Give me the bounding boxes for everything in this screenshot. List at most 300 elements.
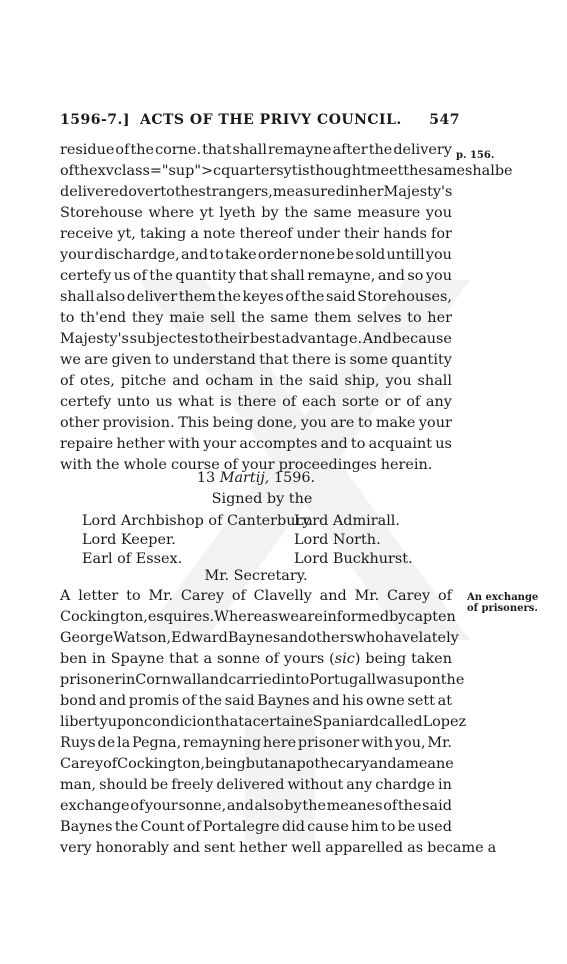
word: letter — [78, 588, 119, 604]
word: Watson, — [113, 630, 172, 646]
word: said — [325, 289, 356, 305]
word: who — [353, 630, 385, 646]
word: apothecary — [287, 756, 370, 772]
word: by — [284, 798, 302, 814]
word: at — [437, 693, 452, 709]
word: to — [350, 436, 366, 452]
word: meet — [366, 163, 404, 179]
word: some — [349, 352, 388, 368]
text-line — [60, 371, 452, 392]
word: same — [426, 163, 465, 179]
word: measure — [357, 205, 421, 221]
word: of — [132, 268, 147, 284]
signer: Lord Archbishop of Canterbury. — [82, 513, 314, 529]
word: And — [362, 331, 392, 347]
word: and — [201, 672, 229, 688]
word: th'end — [80, 310, 127, 326]
word: here — [262, 735, 297, 751]
word: of — [103, 756, 118, 772]
word: that — [202, 142, 232, 158]
word: the — [302, 798, 326, 814]
signers-list — [82, 512, 452, 569]
word: said — [422, 798, 452, 814]
word: said — [224, 693, 255, 709]
word: a — [487, 840, 497, 856]
word: that — [169, 651, 199, 667]
word: the — [114, 819, 139, 835]
word: in — [91, 651, 106, 667]
word: should — [99, 777, 148, 793]
word: shall — [417, 373, 452, 389]
text-line — [60, 838, 497, 859]
word: us — [113, 268, 131, 284]
word: de — [97, 735, 116, 751]
word: esquires. — [147, 609, 215, 625]
word: to — [154, 352, 170, 368]
word: honorably — [95, 840, 169, 856]
word: none — [299, 247, 336, 263]
word: prisoner — [297, 735, 360, 751]
word: Majesty's — [60, 331, 129, 347]
word: and — [226, 798, 254, 814]
word: you — [425, 205, 452, 221]
word: that — [214, 714, 244, 730]
word: her — [358, 184, 384, 200]
word: to — [209, 247, 224, 263]
word: are — [330, 415, 355, 431]
word: owne — [366, 693, 405, 709]
word: course — [170, 457, 220, 473]
word: A — [60, 588, 71, 604]
word: yt — [199, 205, 214, 221]
word: the — [300, 289, 325, 305]
text-line — [60, 224, 452, 245]
word: Ruys — [60, 735, 96, 751]
word: as — [407, 840, 424, 856]
word: Mr. — [148, 588, 174, 604]
word: have — [384, 630, 419, 646]
word: Lopez — [422, 714, 467, 730]
word: capten — [406, 609, 456, 625]
word: sold — [355, 247, 386, 263]
word: where — [148, 205, 194, 221]
word: being — [204, 756, 246, 772]
word: hether — [116, 436, 165, 452]
word: also — [254, 798, 284, 814]
word: Portalegre — [202, 819, 280, 835]
word: Cockington, — [117, 756, 205, 772]
word: understand — [172, 352, 256, 368]
word: of — [60, 163, 74, 179]
word: cause — [307, 819, 349, 835]
margin-note-page-ref: p. 156. — [456, 150, 495, 161]
word: meanes — [326, 798, 383, 814]
word: or — [384, 394, 401, 410]
word: thought — [309, 163, 367, 179]
word: subjectes — [129, 331, 199, 347]
word: prisoner — [60, 672, 122, 688]
word: the — [95, 457, 120, 473]
word: la — [116, 735, 131, 751]
word: you — [385, 373, 412, 389]
word: same — [270, 310, 309, 326]
word: chardge — [375, 777, 436, 793]
word: of — [130, 798, 145, 814]
text-line — [60, 308, 452, 329]
text-line — [60, 775, 452, 796]
word: George — [60, 630, 114, 646]
word: to — [126, 588, 141, 604]
word: of — [282, 394, 297, 410]
word: under — [296, 226, 340, 242]
text-line — [60, 287, 452, 308]
word: an — [270, 756, 288, 772]
text-line — [60, 266, 452, 287]
word: the — [403, 163, 427, 179]
text-line — [60, 586, 452, 607]
word: a — [243, 714, 253, 730]
word: became — [427, 840, 484, 856]
word: after — [332, 142, 368, 158]
word: Pegna, — [131, 735, 182, 751]
word: exchange — [60, 798, 130, 814]
word: deliver — [126, 289, 178, 305]
word: Storehouses, — [357, 289, 452, 305]
word: of — [223, 457, 238, 473]
word: is — [219, 394, 232, 410]
word: measured — [272, 184, 345, 200]
word: to — [60, 310, 75, 326]
word: your — [418, 415, 452, 431]
word: be — [150, 777, 169, 793]
word: condicion — [144, 714, 215, 730]
word: each — [301, 394, 337, 410]
word: Mr. — [427, 735, 452, 751]
word: sorte — [341, 394, 380, 410]
word: take — [225, 247, 257, 263]
word: the — [241, 310, 265, 326]
word: over — [128, 184, 161, 200]
text-line — [60, 607, 456, 628]
word: of — [60, 373, 74, 389]
word: sell — [210, 310, 236, 326]
word: but — [245, 756, 271, 772]
word: yt, — [117, 226, 136, 242]
word: is — [334, 352, 347, 368]
word: the — [74, 163, 98, 179]
header-title: ACTS OF THE PRIVY COUNCIL. — [140, 112, 402, 128]
word: whole — [123, 457, 167, 473]
word: a — [396, 756, 406, 772]
word: certefy — [60, 394, 112, 410]
word: and — [369, 756, 397, 772]
word: called — [379, 714, 423, 730]
word: shall — [60, 289, 95, 305]
word: of — [181, 693, 196, 709]
word: order — [257, 247, 299, 263]
word: Majesty's — [383, 184, 453, 200]
margin-note-exchange: An exchange of prisoners. — [467, 592, 539, 614]
word: her — [427, 310, 452, 326]
word: are — [84, 352, 109, 368]
word: and — [320, 436, 348, 452]
text-line — [60, 392, 452, 413]
word: Carey — [180, 588, 224, 604]
word: Mr. — [354, 588, 380, 604]
word: of — [186, 819, 201, 835]
word: you — [300, 415, 327, 431]
text-line — [60, 796, 452, 817]
word: freely — [171, 777, 214, 793]
word: quantity — [175, 268, 236, 284]
text-line — [60, 712, 467, 733]
word: with — [60, 457, 92, 473]
word: your — [241, 457, 275, 473]
word: what — [178, 394, 214, 410]
word: Carey — [60, 756, 104, 772]
word: receive — [60, 226, 114, 242]
word: (sic) — [329, 651, 361, 667]
word: herein. — [380, 457, 433, 473]
word: and — [377, 268, 405, 284]
word: with — [361, 735, 394, 751]
word: of — [383, 798, 398, 814]
word: us — [155, 394, 173, 410]
word: certefy — [60, 268, 112, 284]
word: the — [149, 268, 173, 284]
word: provision. — [102, 415, 175, 431]
word: well — [291, 840, 322, 856]
word: said — [308, 373, 339, 389]
word: other — [60, 415, 100, 431]
word: sett — [407, 693, 435, 709]
word: you — [425, 268, 452, 284]
word: quantity — [391, 352, 452, 368]
header-date-range: 1596-7.] — [60, 112, 131, 128]
word: ocham — [205, 373, 254, 389]
word: and — [312, 693, 340, 709]
word: man, — [60, 777, 97, 793]
word: delivery — [393, 142, 452, 158]
running-header — [60, 112, 460, 134]
word: acquaint — [368, 436, 432, 452]
word: them — [178, 289, 216, 305]
word: that — [238, 268, 268, 284]
word: Baynes — [60, 819, 113, 835]
word: in — [344, 184, 359, 200]
text-line — [60, 691, 452, 712]
text-line — [60, 413, 452, 434]
word: accomptes — [239, 436, 318, 452]
header-page-number: 547 — [429, 112, 460, 128]
word: of — [115, 142, 130, 158]
word: being — [365, 651, 407, 667]
signer: Lord North. — [294, 532, 381, 548]
word: Whereas — [214, 609, 279, 625]
text-line — [60, 434, 452, 455]
word: the — [284, 205, 308, 221]
word: sent — [204, 840, 235, 856]
word: a — [203, 651, 213, 667]
word: meane — [405, 756, 454, 772]
word: there — [237, 394, 277, 410]
word: to — [199, 331, 214, 347]
word: Carey — [387, 588, 431, 604]
word: the — [174, 184, 199, 200]
word: in — [121, 672, 136, 688]
secretary-line: Mr. Secretary. — [204, 568, 308, 584]
word: the — [368, 142, 393, 158]
text-line — [60, 140, 452, 161]
word: repaire — [60, 436, 114, 452]
word: otes, — [79, 373, 115, 389]
word: yt — [283, 163, 298, 179]
word: Baynes — [257, 693, 310, 709]
word: make — [375, 415, 416, 431]
word: Spaniard — [312, 714, 379, 730]
signed-by-line: Signed by the — [211, 491, 313, 507]
word: shall — [232, 142, 267, 158]
word: also — [95, 289, 126, 305]
word: in — [438, 777, 452, 793]
text-line — [60, 161, 513, 182]
word: your — [144, 798, 178, 814]
word: so — [407, 268, 424, 284]
word: is — [297, 163, 310, 179]
word: be — [336, 247, 355, 263]
word: ship, — [344, 373, 380, 389]
word: for — [431, 226, 452, 242]
paragraph-2 — [60, 586, 497, 859]
word: used — [417, 819, 452, 835]
word: best — [249, 331, 281, 347]
word: class="sup">c — [113, 163, 222, 179]
word: taking — [140, 226, 187, 242]
word: certaine — [252, 714, 313, 730]
word: the — [279, 373, 303, 389]
word: and — [172, 840, 200, 856]
word: hands — [383, 226, 427, 242]
text-line — [60, 754, 452, 775]
word: be — [397, 819, 416, 835]
word: without — [287, 777, 344, 793]
word: sonne — [217, 651, 261, 667]
word: done, — [256, 415, 298, 431]
text-line — [60, 329, 452, 350]
text-line — [60, 350, 452, 371]
word: strangers, — [198, 184, 273, 200]
word: delivered — [216, 777, 285, 793]
word: bond — [60, 693, 97, 709]
text-line — [60, 245, 452, 266]
word: and — [319, 588, 347, 604]
word: of — [437, 588, 452, 604]
word: and — [99, 693, 127, 709]
word: a — [190, 226, 199, 242]
word: same — [313, 205, 352, 221]
word: and — [181, 247, 209, 263]
signer-row — [82, 512, 452, 531]
word: This — [178, 415, 210, 431]
word: maie — [169, 310, 205, 326]
word: xv — [97, 163, 114, 179]
word: them — [314, 310, 352, 326]
word: of — [231, 588, 246, 604]
word: being — [212, 415, 254, 431]
word: with — [167, 436, 200, 452]
word: shall — [270, 268, 305, 284]
word: advantage. — [281, 331, 363, 347]
word: hether — [238, 840, 288, 856]
signer-row — [82, 531, 452, 550]
word: remayne — [268, 142, 332, 158]
text-line — [60, 817, 452, 838]
word: and — [280, 630, 308, 646]
word: to — [357, 415, 373, 431]
word: residue — [60, 142, 115, 158]
word: and — [172, 373, 200, 389]
word: did — [281, 819, 305, 835]
signer: Lord Keeper. — [82, 532, 176, 548]
word: keyes — [242, 289, 284, 305]
word: delivered — [60, 184, 129, 200]
word: that — [259, 352, 289, 368]
word: to — [380, 819, 396, 835]
word: there — [291, 352, 331, 368]
word: Clavelly — [253, 588, 312, 604]
word: to — [160, 184, 175, 200]
word: untill — [386, 247, 425, 263]
word: dischardge, — [94, 247, 180, 263]
word: their — [343, 226, 379, 242]
word: others — [307, 630, 354, 646]
word: their — [214, 331, 250, 347]
word: Edward — [171, 630, 228, 646]
word: was — [376, 672, 405, 688]
word: given — [111, 352, 152, 368]
word: upon — [107, 714, 145, 730]
word: unto — [116, 394, 150, 410]
word: remayne, — [307, 268, 376, 284]
word: Portugall — [309, 672, 377, 688]
word: of — [265, 651, 280, 667]
word: in — [259, 373, 274, 389]
word: because — [392, 331, 452, 347]
text-line — [60, 628, 459, 649]
text-line — [60, 670, 465, 691]
word: lately — [418, 630, 459, 646]
word: quarters — [221, 163, 284, 179]
word: shalbe — [465, 163, 513, 179]
word: by — [389, 609, 407, 625]
text-line — [60, 649, 452, 670]
word: very — [60, 840, 92, 856]
word: thereof — [239, 226, 293, 242]
word: Count — [140, 819, 185, 835]
word: by — [261, 205, 279, 221]
word: upon — [404, 672, 441, 688]
word: we — [278, 609, 299, 625]
word: the — [198, 693, 223, 709]
word: informed — [322, 609, 390, 625]
word: the — [440, 672, 465, 688]
word: carried — [228, 672, 282, 688]
word: yours — [283, 651, 325, 667]
signer: Lord Admirall. — [294, 513, 400, 529]
word: promis — [128, 693, 180, 709]
word: pitche — [120, 373, 167, 389]
word: into — [281, 672, 310, 688]
